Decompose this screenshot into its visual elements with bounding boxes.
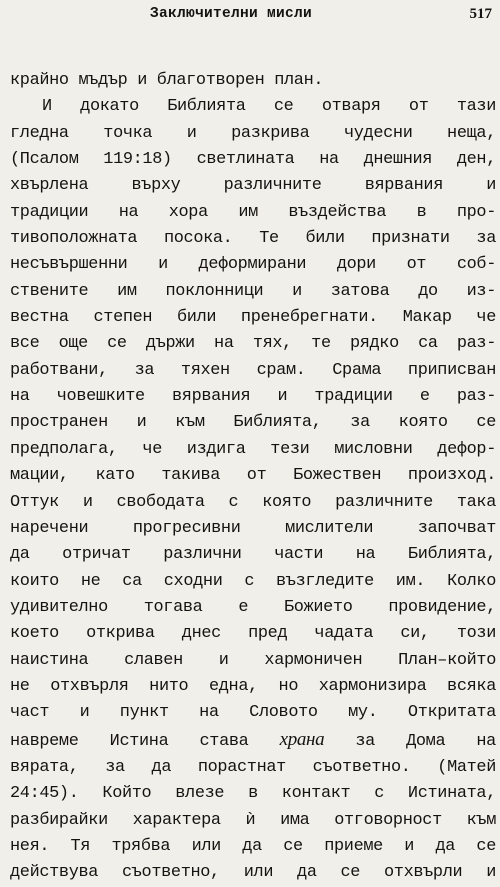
page-number: 517 xyxy=(469,6,492,22)
text-line: предполага, че издига тези мисловни дефор- xyxy=(10,439,496,459)
text-line: да отричат различни части на Библията, xyxy=(10,545,496,565)
text-line: (Псалом 119:18) светлината на днешния ден, xyxy=(10,150,496,170)
text-line: наречени прогресивни мислители започват xyxy=(10,518,496,538)
text-line: ствените им поклонници и затова до из- xyxy=(10,281,496,301)
text-line: Оттук и свободата с която различните така xyxy=(10,492,496,512)
text-line: вестна степен били пренебрегнати. Макар че xyxy=(10,308,496,328)
text-line: наистина славен и хармоничен План–който xyxy=(10,650,496,670)
text-line: И докато Библията се отваря от тази xyxy=(42,97,496,117)
page-header xyxy=(10,6,492,28)
text-line: 24:45). Който влезе в контакт с Истината, xyxy=(10,784,496,804)
text-line: част и пункт на Словото му. Откритата xyxy=(10,703,496,723)
text-line: традиции на хора им въздейства в про- xyxy=(10,202,496,222)
body-text xyxy=(10,68,496,887)
text-line: несъвършенни и деформирани дори от соб- xyxy=(10,255,496,275)
text-line: нея. Тя трябва или да се приеме и да се xyxy=(10,836,496,856)
text-line: което открива днес пред чадата си, този xyxy=(10,624,496,644)
text-line: удивително тогава е Божието провидение, xyxy=(10,597,496,617)
emphasized-word: храна xyxy=(279,728,325,750)
text-fragment: за Дома на xyxy=(355,731,496,751)
text-line: на човешките вярвания и традиции е раз- xyxy=(10,387,496,407)
text-line: действува съответно, или да се отхвърли и xyxy=(10,863,496,883)
text-line: пространен и към Библията, за която се xyxy=(10,413,496,433)
text-line: вярата, за да порастнат съответно. (Матей xyxy=(10,757,496,777)
text-line: тивоположната посока. Те били признати за xyxy=(10,229,496,249)
text-line-emphasis xyxy=(10,727,496,755)
running-title: Заключителни мисли xyxy=(150,6,313,22)
text-fragment: навреме Истина става xyxy=(10,731,280,751)
text-line: които не са сходни с възгледите им. Колко xyxy=(10,571,496,591)
text-line: разбирайки характера ѝ има отговорност към xyxy=(10,810,496,830)
text-line: мации, като такива от Божествен произход. xyxy=(10,466,496,486)
text-line: работвани, за тяхен срам. Срама приписван xyxy=(10,360,496,380)
text-line: гледна точка и разкрива чудесни неща, xyxy=(10,123,496,143)
text-line: все още се държи на тях, те рядко са раз- xyxy=(10,334,496,354)
text-line: хвърлена върху различните вярвания и xyxy=(10,176,496,196)
text-line: крайно мъдър и благотворен план. xyxy=(10,71,324,90)
text-line: не отхвърля нито една, но хармонизира всяка xyxy=(10,676,496,696)
